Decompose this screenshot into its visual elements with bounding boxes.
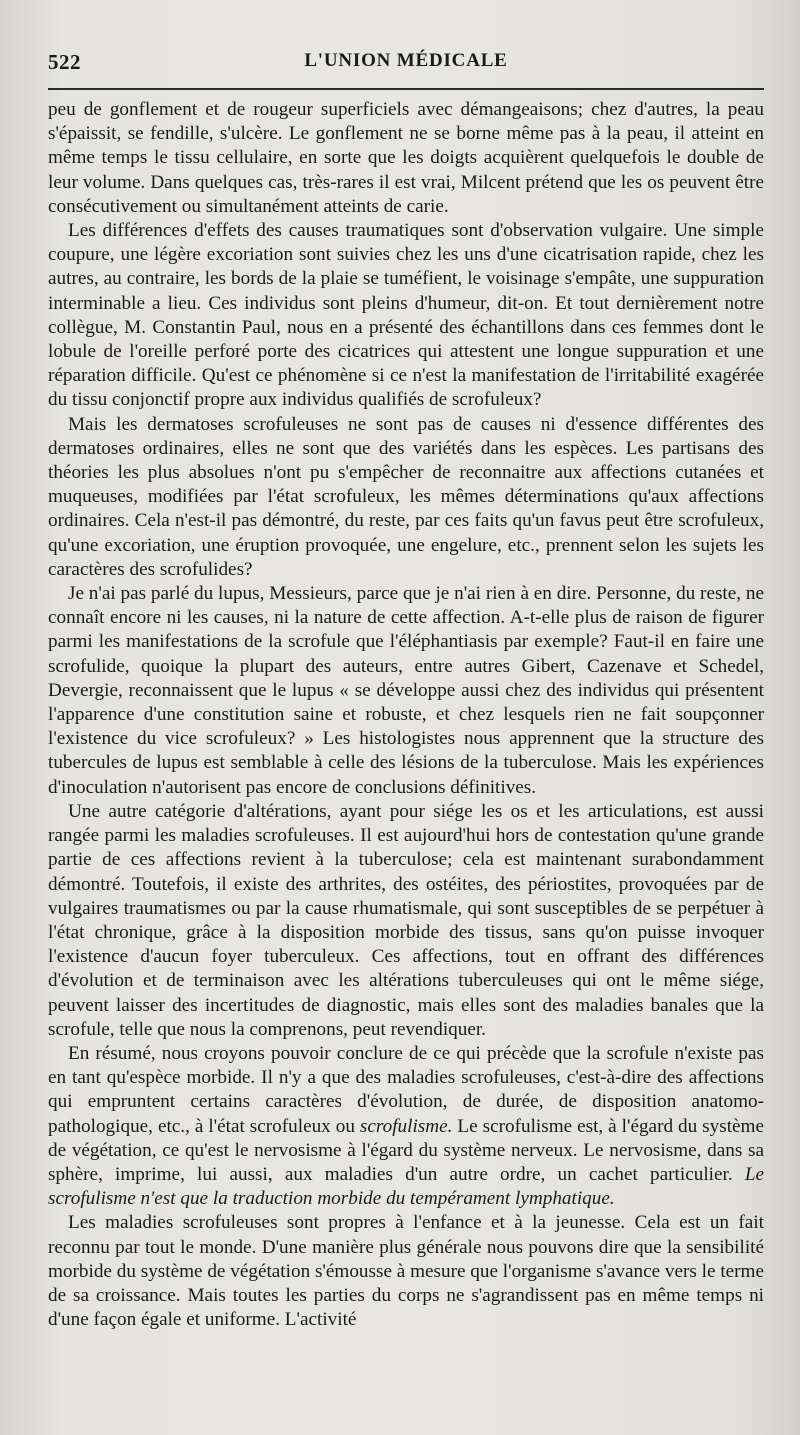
text-run: Les maladies scrofuleuses sont propres à l'enfance et à la jeunesse. Cela est un fait reconnu par tout le monde. D'une manière plus générale nous pouvons dire que la sensibilité morbide du système de végétation s'émousse à mesure que l'organisme s'avance vers le terme de sa croissance. Mais toutes les parties du corps ne s'agrandissent pas en même temps ni d'une façon égale et uniforme. L'activité (48, 1212, 764, 1331)
text-run: Une autre catégorie d'altérations, ayant pour siége les os et les articulations, est aussi rangée parmi les maladies scrofuleuses. Il est aujourd'hui hors de contestation qu'une grande partie de ces affections revient à la tuberculose; cela est maintenant surabondamment démontré. Toutefois, il existe des arthrites, des ostéites, des périostites, provoquées par de vulgaires traumatismes ou par la cause rhumatismale, qui sont susceptibles de se perpétuer à l'état chronique, grâce à la disposition morbide des tissus, sans qu'on puisse invoquer l'existence d'aucun foyer tuberculeux. Ces affections, tout en offrant des différences d'évolution et de terminaison avec les altérations tuberculeuses qui ont le même siége, peuvent laisser des incertitudes de diagnostic, mais elles sont des maladies banales que la scrofule, telle que nous la comprenons, peut revendiquer. (48, 800, 764, 1040)
italic-text-run: scrofulisme. (359, 1115, 453, 1137)
paragraph (48, 1042, 764, 1211)
paragraph (48, 98, 764, 219)
text-run: Le scrofulisme est, à l'égard du système de végétation, ce qu'est le nervosisme à l'égard du système nerveux. Le nervosisme, dans sa sphère, imprime, lui aussi, aux maladies d'un autre ordre, un cachet particulier. (48, 1115, 764, 1185)
page-header (48, 46, 764, 82)
text-run: En résumé, nous croyons pouvoir conclure de ce qui précède que la scrofule n'existe pas en tant qu'espèce morbide. Il n'y a que des maladies scrofuleuses, c'est-à-dire des affections qui empruntent certains caractères d'évolution, de durée, de disposition anatomo-pathologique, etc., à l'état scrofuleux ou (48, 1042, 764, 1137)
running-title: L'UNION MÉDICALE (304, 50, 508, 71)
paragraph (48, 1211, 764, 1332)
text-run: Les différences d'effets des causes traumatiques sont d'observation vulgaire. Une simple coupure, une légère excoriation sont suivies chez les uns d'une cicatrisation rapide, chez les autres, au contraire, les bords de la plaie se tuméfient, le voisinage s'empâte, une suppuration interminable a lieu. Ces individus sont pleins d'humeur, dit-on. Et tout dernièrement notre collègue, M. Constantin Paul, nous en a présenté des échantillons dans ces femmes dont le lobule de l'oreille perforé porte des cicatrices qui attestent une longue suppuration et une réparation difficile. Qu'est ce phénomène si ce n'est la manifestation de l'irritabilité exagérée du tissu conjonctif propre aux individus qualifiés de scrofuleux? (48, 220, 764, 411)
text-run: Mais les dermatoses scrofuleuses ne sont pas de causes ni d'essence différentes des dermatoses ordinaires, elles ne sont que des variétés dans les espèces. Les partisans des théories les plus absolues n'ont pu s'empêcher de reconnaitre aux affections cutanées et muqueuses, modifiées par l'état scrofuleux, les mêmes déterminations qu'aux affections ordinaires. Cela n'est-il pas démontré, du reste, par ces faits qu'un favus peut être scrofuleux, qu'une excoriation, une éruption provoquée, une engelure, etc., prennent selon les sujets les caractères des scrofulides? (48, 413, 764, 580)
text-run: Je n'ai pas parlé du lupus, Messieurs, parce que je n'ai rien à en dire. Personne, du reste, ne connaît encore ni les causes, ni la nature de cette affection. A-t-elle plus de raison de figurer parmi les manifestations de la scrofule que l'éléphantiasis par exemple? Faut-il en faire une scrofulide, quoique la plupart des auteurs, entre autres Gibert, Cazenave et Schedel, Devergie, reconnaissent que le lupus « se développe aussi chez des individus qui présentent l'apparence d'une constitution saine et robuste, et chez lesquels rien ne fait soupçonner l'existence du vice scrofuleux? » Les histologistes nous apprennent que la structure des tubercules de lupus est semblable à celle des lésions de la tuberculose. Mais les expériences d'inoculation n'autorisent pas encore de conclusions définitives. (48, 583, 764, 798)
page-number: 522 (48, 50, 81, 74)
paragraph (48, 413, 764, 582)
italic-text-run: Le scrofulisme n'est que la traduction morbide du tempérament lymphatique. (48, 1163, 764, 1210)
text-run: peu de gonflement et de rougeur superficiels avec démangeaisons; chez d'autres, la peau s'épaissit, se fendille, s'ulcère. Le gonflement ne se borne même pas à la peau, il atteint en même temps le tissu cellulaire, en sorte que les doigts acquièrent quelquefois le double de leur volume. Dans quelques cas, très-rares il est vrai, Milcent prétend que les os peuvent être consécutivement ou simultanément atteints de carie. (48, 99, 764, 217)
body-text (48, 98, 764, 1332)
paragraph (48, 582, 764, 800)
paragraph (48, 219, 764, 413)
header-rule (48, 88, 764, 90)
paragraph (48, 800, 764, 1042)
